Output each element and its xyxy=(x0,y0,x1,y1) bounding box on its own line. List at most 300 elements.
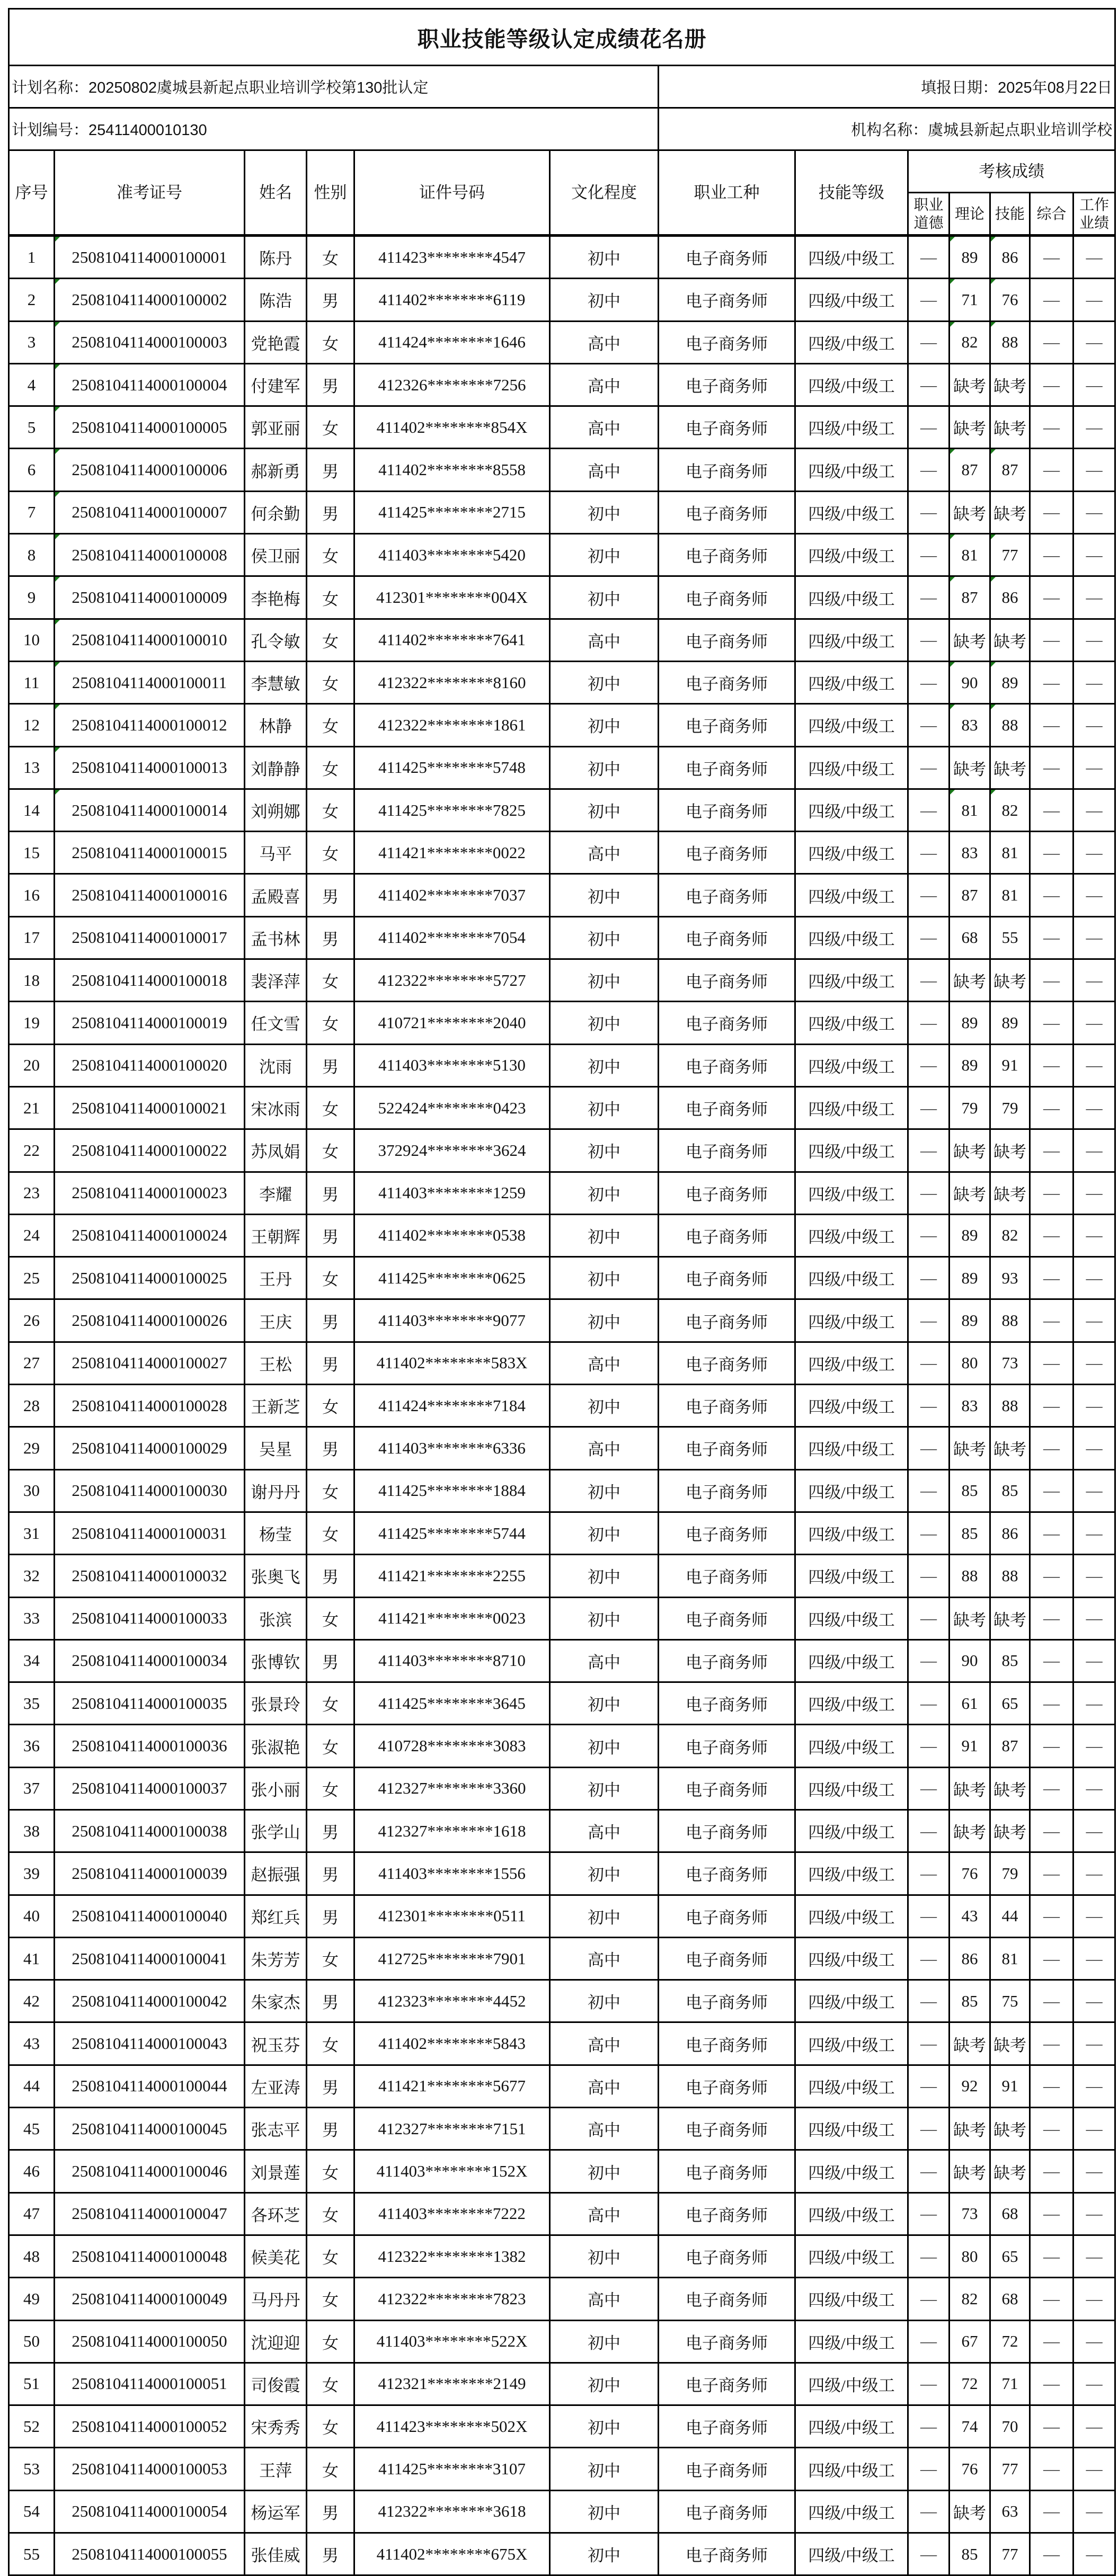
cell-level xyxy=(795,2490,908,2533)
name-text: 左亚涛 xyxy=(251,2078,300,2097)
name-text: 刘朔娜 xyxy=(251,803,300,821)
overall-score-text: — xyxy=(1043,1226,1060,1245)
seq-text: 13 xyxy=(23,758,40,777)
cell-name xyxy=(245,1555,307,1597)
cell-skill-score xyxy=(990,874,1030,916)
cell-skill-score xyxy=(990,789,1030,831)
education-text: 初中 xyxy=(588,803,620,821)
cell-skill-score xyxy=(990,1129,1030,1172)
cell-seq xyxy=(9,491,55,533)
header-name: 姓名 xyxy=(245,150,307,236)
theory-score-text: 85 xyxy=(961,1523,978,1543)
cell-work-score xyxy=(1073,1512,1115,1554)
overall-score-text: — xyxy=(1043,460,1060,479)
cell-level xyxy=(795,1129,908,1172)
text-number-indicator-icon xyxy=(55,407,60,412)
id-no-text: 412322********8160 xyxy=(378,673,526,692)
ethics-score-text: — xyxy=(920,545,937,564)
gender-text: 男 xyxy=(322,462,339,481)
cell-seq xyxy=(9,1129,55,1172)
cell-seq xyxy=(9,1725,55,1767)
cell-exam-no xyxy=(55,1342,245,1384)
cell-theory-score xyxy=(950,1002,990,1044)
cell-id-no xyxy=(354,236,550,279)
cell-seq xyxy=(9,1980,55,2022)
seq-text: 12 xyxy=(23,715,40,734)
cell-education xyxy=(550,321,659,363)
cell-theory-score xyxy=(950,1214,990,1256)
cell-education xyxy=(550,2448,659,2490)
seq-text: 48 xyxy=(23,2247,40,2266)
header-level: 技能等级 xyxy=(795,150,908,236)
theory-score-text: 缺考 xyxy=(953,2121,986,2140)
id-no-text: 411423********4547 xyxy=(378,247,526,266)
seq-text: 3 xyxy=(27,333,36,352)
occupation-text: 电子商务师 xyxy=(686,334,768,353)
seq-text: 20 xyxy=(23,1056,40,1075)
occupation-text: 电子商务师 xyxy=(686,1185,768,1204)
level-text: 四级/中级工 xyxy=(808,675,895,694)
id-no-text: 411403********6336 xyxy=(378,1438,526,1457)
level-text: 四级/中级工 xyxy=(808,420,895,439)
level-text: 四级/中级工 xyxy=(808,1568,895,1587)
table-row xyxy=(9,2405,1115,2448)
cell-theory-score xyxy=(950,2448,990,2490)
text-number-indicator-icon xyxy=(55,620,60,625)
cell-id-no xyxy=(354,1725,550,1767)
cell-id-no xyxy=(354,321,550,363)
id-no-text: 412322********1382 xyxy=(378,2247,526,2266)
table-row xyxy=(9,2108,1115,2150)
name-text: 张奥飞 xyxy=(251,1568,300,1587)
cell-level xyxy=(795,2022,908,2065)
gender-text: 女 xyxy=(322,2419,339,2438)
cell-gender xyxy=(307,2490,354,2533)
header-id-no: 证件号码 xyxy=(354,150,550,236)
seq-text: 26 xyxy=(23,1311,40,1330)
cell-theory-score xyxy=(950,2022,990,2065)
theory-score-text: 缺考 xyxy=(953,632,986,651)
text-number-indicator-icon xyxy=(991,449,996,454)
ethics-score-text: — xyxy=(920,2459,937,2479)
cell-name xyxy=(245,1214,307,1256)
cell-seq xyxy=(9,1895,55,1937)
occupation-text: 电子商务师 xyxy=(686,1866,768,1885)
table-body xyxy=(9,236,1115,2575)
theory-score-text: 83 xyxy=(961,843,978,862)
cell-gender xyxy=(307,2448,354,2490)
cell-education xyxy=(550,619,659,661)
cell-theory-score xyxy=(950,916,990,959)
level-text: 四级/中级工 xyxy=(808,632,895,651)
cell-overall-score xyxy=(1030,1427,1073,1469)
cell-seq xyxy=(9,1555,55,1597)
overall-score-text: — xyxy=(1043,2034,1060,2053)
cell-occupation xyxy=(659,1597,795,1639)
ethics-score-text: — xyxy=(920,375,937,394)
education-text: 高中 xyxy=(588,632,620,651)
cell-name xyxy=(245,279,307,321)
cell-theory-score xyxy=(950,2192,990,2235)
cell-seq xyxy=(9,2278,55,2320)
page-title: 职业技能等级认定成绩花名册 xyxy=(9,9,1115,66)
exam-no-text: 2508104114000100030 xyxy=(72,1481,227,1500)
cell-name xyxy=(245,2363,307,2405)
cell-occupation xyxy=(659,746,795,789)
cell-ethics-score xyxy=(908,1639,950,1682)
cell-seq xyxy=(9,1214,55,1256)
cell-exam-no xyxy=(55,2363,245,2405)
theory-score-text: 74 xyxy=(961,2417,978,2436)
cell-skill-score xyxy=(990,704,1030,746)
ethics-score-text: — xyxy=(920,2076,937,2096)
cell-gender xyxy=(307,576,354,619)
ethics-score-text: — xyxy=(920,1906,937,1926)
occupation-text: 电子商务师 xyxy=(686,1398,768,1417)
cell-gender xyxy=(307,2065,354,2107)
cell-education xyxy=(550,1214,659,1256)
cell-occupation xyxy=(659,2150,795,2192)
name-text: 朱芳芳 xyxy=(251,1951,300,1970)
cell-skill-score xyxy=(990,2363,1030,2405)
gender-text: 女 xyxy=(322,2461,339,2480)
cell-seq xyxy=(9,1469,55,1512)
cell-ethics-score xyxy=(908,1852,950,1895)
exam-no-text: 2508104114000100022 xyxy=(72,1140,227,1160)
skill-score-text: 89 xyxy=(1001,673,1018,692)
name-text: 付建军 xyxy=(251,377,300,396)
ethics-score-text: — xyxy=(920,1396,937,1415)
education-text: 高中 xyxy=(588,2206,620,2225)
cell-work-score xyxy=(1073,789,1115,831)
cell-seq xyxy=(9,1639,55,1682)
name-text: 任文雪 xyxy=(251,1015,300,1034)
cell-seq xyxy=(9,576,55,619)
cell-id-no xyxy=(354,2150,550,2192)
cell-gender xyxy=(307,1937,354,1980)
seq-text: 47 xyxy=(23,2204,40,2223)
cell-exam-no xyxy=(55,704,245,746)
cell-gender xyxy=(307,2405,354,2448)
cell-id-no xyxy=(354,576,550,619)
occupation-text: 电子商务师 xyxy=(686,377,768,396)
level-text: 四级/中级工 xyxy=(808,1440,895,1459)
work-score-text: — xyxy=(1086,1140,1103,1160)
level-text: 四级/中级工 xyxy=(808,2078,895,2097)
cell-exam-no xyxy=(55,2533,245,2575)
theory-score-text: 80 xyxy=(961,2247,978,2266)
cell-name xyxy=(245,874,307,916)
name-text: 马丹丹 xyxy=(251,2291,300,2310)
table-row xyxy=(9,916,1115,959)
cell-gender xyxy=(307,2022,354,2065)
level-text: 四级/中级工 xyxy=(808,1313,895,1332)
cell-ethics-score xyxy=(908,363,950,406)
occupation-text: 电子商务师 xyxy=(686,292,768,311)
name-text: 刘景莲 xyxy=(251,2163,300,2182)
cell-theory-score xyxy=(950,1980,990,2022)
exam-no-text: 2508104114000100013 xyxy=(72,758,227,777)
cell-id-no xyxy=(354,1512,550,1554)
cell-education xyxy=(550,704,659,746)
overall-score-text: — xyxy=(1043,1864,1060,1883)
level-text: 四级/中级工 xyxy=(808,1653,895,1672)
cell-seq xyxy=(9,1682,55,1725)
cell-seq xyxy=(9,2490,55,2533)
seq-text: 9 xyxy=(27,588,36,607)
cell-level xyxy=(795,1214,908,1256)
cell-ethics-score xyxy=(908,2108,950,2150)
work-score-text: — xyxy=(1086,758,1103,777)
occupation-text: 电子商务师 xyxy=(686,1015,768,1034)
education-text: 初中 xyxy=(588,590,620,609)
cell-gender xyxy=(307,1129,354,1172)
cell-gender xyxy=(307,789,354,831)
cell-occupation xyxy=(659,1469,795,1512)
cell-id-no xyxy=(354,2278,550,2320)
cell-ethics-score xyxy=(908,1342,950,1384)
level-text: 四级/中级工 xyxy=(808,2036,895,2055)
cell-overall-score xyxy=(1030,1086,1073,1129)
level-text: 四级/中级工 xyxy=(808,2291,895,2310)
table-row xyxy=(9,1980,1115,2022)
cell-seq xyxy=(9,1172,55,1214)
cell-name xyxy=(245,1639,307,1682)
seq-text: 53 xyxy=(23,2459,40,2479)
cell-theory-score xyxy=(950,1810,990,1852)
text-number-indicator-icon xyxy=(55,747,60,752)
theory-score-text: 缺考 xyxy=(953,2503,986,2522)
overall-score-text: — xyxy=(1043,2332,1060,2351)
ethics-score-text: — xyxy=(920,1693,937,1713)
cell-id-no xyxy=(354,491,550,533)
cell-work-score xyxy=(1073,1086,1115,1129)
cell-seq xyxy=(9,1427,55,1469)
ethics-score-text: — xyxy=(920,1609,937,1628)
cell-seq xyxy=(9,534,55,576)
overall-score-text: — xyxy=(1043,2459,1060,2479)
gender-text: 女 xyxy=(322,2376,339,2395)
cell-work-score xyxy=(1073,1214,1115,1256)
cell-overall-score xyxy=(1030,2490,1073,2533)
seq-text: 36 xyxy=(23,1736,40,1755)
seq-text: 54 xyxy=(23,2502,40,2521)
name-text: 郑红兵 xyxy=(251,1908,300,1927)
theory-score-text: 87 xyxy=(961,460,978,479)
plan-number: 计划编号：25411400010130 xyxy=(9,108,659,150)
cell-overall-score xyxy=(1030,619,1073,661)
overall-score-text: — xyxy=(1043,2289,1060,2308)
cell-skill-score xyxy=(990,1810,1030,1852)
seq-text: 30 xyxy=(23,1481,40,1500)
cell-id-no xyxy=(354,2235,550,2277)
cell-exam-no xyxy=(55,1299,245,1342)
cell-name xyxy=(245,619,307,661)
level-text: 四级/中级工 xyxy=(808,1908,895,1927)
cell-occupation xyxy=(659,661,795,703)
overall-score-text: — xyxy=(1043,1651,1060,1670)
gender-text: 女 xyxy=(322,1951,339,1970)
cell-seq xyxy=(9,1852,55,1895)
gender-text: 男 xyxy=(322,1355,339,1374)
cell-gender xyxy=(307,2363,354,2405)
theory-score-text: 89 xyxy=(961,1268,978,1287)
education-text: 初中 xyxy=(588,717,620,736)
seq-text: 15 xyxy=(23,843,40,862)
cell-exam-no xyxy=(55,363,245,406)
work-score-text: — xyxy=(1086,2417,1103,2436)
cell-level xyxy=(795,1597,908,1639)
gender-text: 男 xyxy=(322,2078,339,2097)
cell-level xyxy=(795,1342,908,1384)
theory-score-text: 缺考 xyxy=(953,420,986,439)
cell-work-score xyxy=(1073,1385,1115,1427)
cell-overall-score xyxy=(1030,1980,1073,2022)
exam-no-text: 2508104114000100055 xyxy=(72,2544,227,2563)
skill-score-text: 缺考 xyxy=(993,1143,1026,1162)
cell-overall-score xyxy=(1030,1172,1073,1214)
work-score-text: — xyxy=(1086,1949,1103,1968)
cell-seq xyxy=(9,959,55,1002)
cell-education xyxy=(550,1299,659,1342)
ethics-score-text: — xyxy=(920,1183,937,1202)
cell-skill-score xyxy=(990,832,1030,874)
theory-score-text: 68 xyxy=(961,928,978,947)
cell-overall-score xyxy=(1030,1002,1073,1044)
cell-name xyxy=(245,1682,307,1725)
theory-score-text: 缺考 xyxy=(953,377,986,396)
work-score-text: — xyxy=(1086,333,1103,352)
text-number-indicator-icon xyxy=(55,534,60,539)
cell-level xyxy=(795,1555,908,1597)
cell-skill-score xyxy=(990,2065,1030,2107)
education-text: 高中 xyxy=(588,2121,620,2140)
cell-level xyxy=(795,1852,908,1895)
id-no-text: 411424********1646 xyxy=(378,333,526,352)
cell-theory-score xyxy=(950,1257,990,1299)
ethics-score-text: — xyxy=(920,1949,937,1968)
cell-occupation xyxy=(659,1682,795,1725)
seq-text: 1 xyxy=(27,247,36,266)
gender-text: 男 xyxy=(322,1823,339,1842)
theory-score-text: 89 xyxy=(961,1056,978,1075)
theory-score-text: 缺考 xyxy=(953,1185,986,1204)
cell-ethics-score xyxy=(908,406,950,449)
theory-score-text: 85 xyxy=(961,1991,978,2010)
cell-education xyxy=(550,2533,659,2575)
cell-exam-no xyxy=(55,1129,245,1172)
cell-seq xyxy=(9,406,55,449)
cell-occupation xyxy=(659,1555,795,1597)
name-text: 宋秀秀 xyxy=(251,2419,300,2438)
occupation-text: 电子商务师 xyxy=(686,1780,768,1799)
seq-text: 10 xyxy=(23,630,40,649)
text-number-indicator-icon xyxy=(950,237,955,242)
cell-name xyxy=(245,2108,307,2150)
table-row xyxy=(9,2278,1115,2320)
gender-text: 男 xyxy=(322,504,339,523)
cell-exam-no xyxy=(55,832,245,874)
cell-id-no xyxy=(354,2363,550,2405)
cell-skill-score xyxy=(990,1682,1030,1725)
occupation-text: 电子商务师 xyxy=(686,632,768,651)
fill-date: 填报日期：2025年08月22日 xyxy=(659,66,1115,108)
cell-gender xyxy=(307,619,354,661)
cell-exam-no xyxy=(55,2150,245,2192)
id-no-text: 412327********7151 xyxy=(378,2119,526,2138)
cell-ethics-score xyxy=(908,1002,950,1044)
cell-seq xyxy=(9,832,55,874)
skill-score-text: 91 xyxy=(1001,2076,1018,2096)
theory-score-text: 缺考 xyxy=(953,1823,986,1842)
cell-ethics-score xyxy=(908,704,950,746)
seq-text: 16 xyxy=(23,886,40,905)
id-no-text: 411421********2255 xyxy=(378,1566,526,1585)
id-no-text: 412321********2149 xyxy=(378,2374,526,2393)
cell-level xyxy=(795,236,908,279)
overall-score-text: — xyxy=(1043,1736,1060,1755)
cell-education xyxy=(550,1852,659,1895)
name-text: 孟书林 xyxy=(251,930,300,949)
cell-skill-score xyxy=(990,1852,1030,1895)
theory-score-text: 82 xyxy=(961,333,978,352)
cell-gender xyxy=(307,1767,354,1810)
gender-text: 女 xyxy=(322,2206,339,2225)
cell-exam-no xyxy=(55,1257,245,1299)
cell-work-score xyxy=(1073,746,1115,789)
name-text: 林静 xyxy=(259,717,292,736)
seq-text: 4 xyxy=(27,375,36,394)
cell-ethics-score xyxy=(908,279,950,321)
work-score-text: — xyxy=(1086,1566,1103,1585)
work-score-text: — xyxy=(1086,1693,1103,1713)
ethics-score-text: — xyxy=(920,630,937,649)
theory-score-text: 90 xyxy=(961,673,978,692)
cell-seq xyxy=(9,916,55,959)
id-no-text: 411402********6119 xyxy=(378,290,526,309)
cell-id-no xyxy=(354,1002,550,1044)
cell-work-score xyxy=(1073,2065,1115,2107)
cell-ethics-score xyxy=(908,661,950,703)
level-text: 四级/中级工 xyxy=(808,2163,895,2182)
cell-id-no xyxy=(354,704,550,746)
cell-ethics-score xyxy=(908,2533,950,2575)
ethics-score-text: — xyxy=(920,800,937,819)
occupation-text: 电子商务师 xyxy=(686,504,768,523)
cell-exam-no xyxy=(55,746,245,789)
occupation-text: 电子商务师 xyxy=(686,2036,768,2055)
education-text: 初中 xyxy=(588,760,620,779)
seq-text: 37 xyxy=(23,1779,40,1798)
cell-seq xyxy=(9,1044,55,1086)
cell-overall-score xyxy=(1030,2065,1073,2107)
table-row xyxy=(9,1810,1115,1852)
cell-skill-score xyxy=(990,1342,1030,1384)
gender-text: 女 xyxy=(322,760,339,779)
work-score-text: — xyxy=(1086,375,1103,394)
cell-id-no xyxy=(354,1172,550,1214)
cell-name xyxy=(245,1385,307,1427)
cell-seq xyxy=(9,2448,55,2490)
cell-name xyxy=(245,2235,307,2277)
theory-score-text: 89 xyxy=(961,1311,978,1330)
cell-occupation xyxy=(659,1427,795,1469)
work-score-text: — xyxy=(1086,1991,1103,2010)
exam-no-text: 2508104114000100006 xyxy=(72,460,227,479)
table-row xyxy=(9,1129,1115,1172)
cell-name xyxy=(245,449,307,491)
seq-text: 29 xyxy=(23,1438,40,1457)
